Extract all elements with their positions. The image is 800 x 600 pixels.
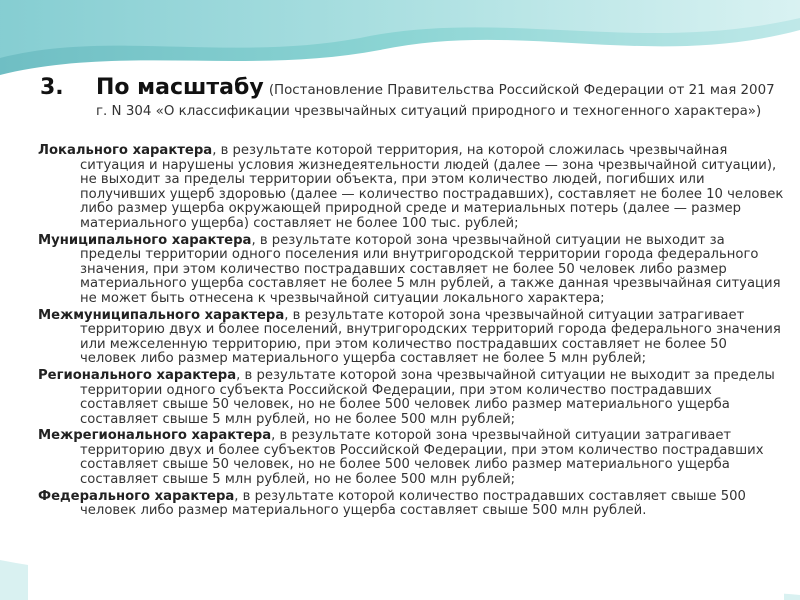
- paragraph-local: [28, 144, 784, 232]
- text-regional: , в результате которой зона чрезвычайной ситуации не выходит за пределы территории одного субъекта Российской Федерации, при этом количество пострадавших составляет свыше 50 человек, но не более 500 человек либо размер материального ущерба составляет свыше 5 млн рублей, но не более 500 млн рублей;: [80, 367, 775, 427]
- section-heading: [28, 75, 784, 120]
- term-regional: Регионального характера: [38, 367, 237, 383]
- text-intermunicipal: , в результате которой зона чрезвычайной ситуации затрагивает территорию двух и более поселений, внутригородских территорий города федерального значения или межселенную территорию, при этом количество пострадавших составляет не более 50 человек либо размер материального ущерба составляет не более 5 млн рублей;: [80, 307, 781, 367]
- paragraph-regional: [28, 369, 784, 427]
- paragraph-interregional: [28, 429, 784, 487]
- paragraph-federal: [28, 490, 784, 519]
- term-federal: Федерального характера: [38, 488, 235, 504]
- term-local: Локального характера: [38, 143, 213, 158]
- text-municipal: , в результате которой зона чрезвычайной ситуации не выходит за пределы территории одного поселения или внутригородской территории города федерального значения, при этом количество пострадавших составляет не более 50 человек либо размер материального ущерба составляет не более 5 млн рублей, а также данная чрезвычайная ситуация не может быть отнесена к чрезвычайной ситуации локального характера;: [80, 232, 781, 306]
- term-municipal: Муниципального характера: [38, 232, 252, 248]
- section-reference: (Постановление Правительства Российской Федерации от 21 мая 2007 г. N 304 «О классификации чрезвычайных ситуаций природного и техногенного характера»): [96, 83, 775, 119]
- slide-content: [28, 75, 784, 600]
- term-intermunicipal: Межмуниципального характера: [38, 307, 285, 323]
- text-local: , в результате которой территория, на которой сложилась чрезвычайная ситуация и нарушены условия жизнедеятельности людей (далее — зона чрезвычайной ситуации), не выходит за пределы территории объекта, при этом количество людей, погибших или получивших ущерб здоровью (далее — количество пострадавших), составляет не более 10 человек либо размер ущерба окружающей природной среде и материальных потерь (далее — размер материального ущерба) составляет не более 100 тыс. рублей;: [80, 143, 784, 231]
- text-federal: , в результате которой количество пострадавших составляет свыше 500 человек либо размер материального ущерба составляет свыше 500 млн рублей.: [80, 488, 746, 519]
- paragraph-intermunicipal: [28, 309, 784, 367]
- section-title: По масштабу: [96, 75, 264, 100]
- paragraph-municipal: [28, 234, 784, 307]
- text-interregional: , в результате которой зона чрезвычайной ситуации затрагивает территорию двух и более субъектов Российской Федерации, при этом количество пострадавших составляет свыше 50 человек, но не более 500 человек либо размер материального ущерба составляет свыше 5 млн рублей, но не более 500 млн рублей;: [80, 428, 764, 488]
- section-number: 3.: [40, 75, 64, 100]
- term-interregional: Межрегионального характера: [38, 428, 272, 444]
